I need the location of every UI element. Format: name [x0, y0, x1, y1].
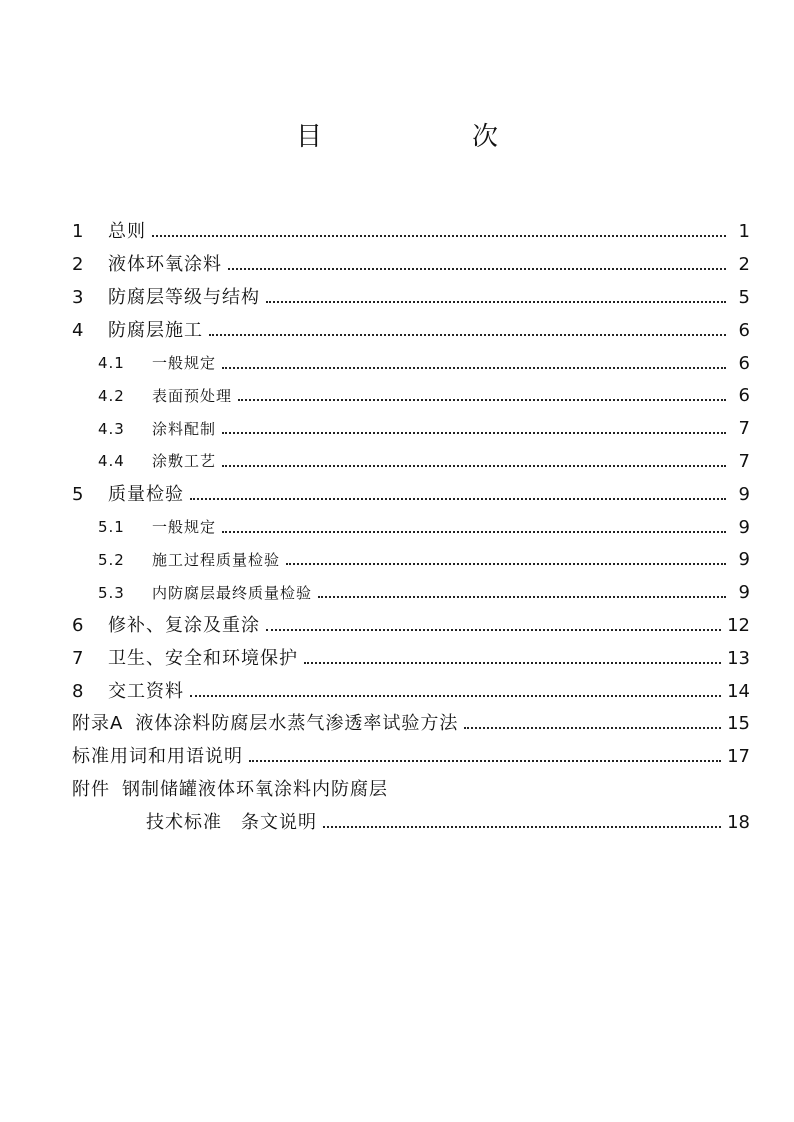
toc-label: 一般规定 [152, 354, 217, 373]
toc-label: 质量检验 [108, 483, 184, 505]
toc-leader [209, 332, 726, 336]
toc-page: 14 [727, 680, 750, 702]
toc-page: 6 [738, 352, 750, 374]
toc-label: 钢制储罐液体环氧涂料内防腐层 [122, 778, 388, 800]
toc-number: 4.3 [98, 419, 125, 438]
toc-leader [222, 463, 726, 467]
toc-label: 施工过程质量检验 [152, 550, 281, 569]
toc-entry[interactable] [72, 675, 750, 708]
toc-page: 12 [727, 614, 750, 636]
toc-number: 4.2 [98, 386, 125, 405]
toc-label: 修补、复涂及重涂 [108, 614, 260, 636]
toc-label: 技术标准 条文说明 [146, 811, 317, 833]
toc-entry[interactable] [72, 249, 750, 282]
toc-label: 防腐层等级与结构 [108, 286, 260, 308]
toc-page: 9 [738, 483, 750, 505]
toc-label: 涂敷工艺 [152, 452, 217, 471]
toc-leader [222, 365, 726, 369]
toc-leader [464, 725, 721, 729]
toc-entry[interactable] [72, 314, 750, 347]
toc-label: 液体环氧涂料 [108, 254, 222, 276]
toc-leader [323, 824, 721, 828]
toc-label: 一般规定 [152, 518, 217, 537]
toc-number: 4.4 [98, 452, 125, 471]
toc-number: 4.1 [98, 354, 125, 373]
toc-page: 7 [738, 450, 750, 472]
toc-appendix-entry[interactable] [72, 708, 750, 741]
toc-leader [266, 299, 726, 303]
toc-number: 3 [72, 286, 84, 308]
toc-number: 6 [72, 614, 84, 636]
toc-label: 涂料配制 [152, 419, 217, 438]
toc-number: 5.2 [98, 550, 125, 569]
toc-subentry[interactable] [72, 380, 750, 413]
toc-label: 内防腐层最终质量检验 [152, 583, 313, 602]
toc-number: 8 [72, 680, 84, 702]
toc-page: 9 [738, 582, 750, 604]
toc-leader [318, 594, 726, 598]
toc-page: 18 [727, 811, 750, 833]
page-title: 目 次 [295, 122, 560, 152]
toc-subentry[interactable] [72, 446, 750, 479]
toc-page: 9 [738, 516, 750, 538]
toc-leader [222, 529, 726, 533]
toc-label: 卫生、安全和环境保护 [108, 647, 298, 669]
toc-number: 5.3 [98, 583, 125, 602]
toc-leader [228, 266, 726, 270]
toc-entry[interactable] [72, 642, 750, 675]
toc-attachment-continuation[interactable] [72, 806, 750, 839]
toc-subentry[interactable] [72, 347, 750, 380]
toc-entry[interactable] [72, 478, 750, 511]
toc-label: 液体涂料防腐层水蒸气渗透率试验方法 [135, 713, 459, 735]
toc-page: 17 [727, 746, 750, 768]
toc-subentry[interactable] [72, 544, 750, 577]
toc-subentry[interactable] [72, 577, 750, 610]
toc-leader [286, 561, 726, 565]
toc-number: 7 [72, 647, 84, 669]
toc-subentry[interactable] [72, 511, 750, 544]
toc-subentry[interactable] [72, 413, 750, 446]
toc-number: 1 [72, 221, 84, 243]
toc-page: 7 [738, 418, 750, 440]
toc-entry[interactable] [72, 610, 750, 643]
toc-label: 标准用词和用语说明 [72, 746, 243, 768]
toc-page: 9 [738, 549, 750, 571]
toc-leader [190, 693, 721, 697]
toc-attachment-entry[interactable] [72, 774, 750, 807]
toc-entry[interactable] [72, 741, 750, 774]
toc-page: 13 [727, 647, 750, 669]
toc-leader [190, 496, 726, 500]
toc-label: 总则 [108, 221, 146, 243]
toc-leader [266, 627, 721, 631]
toc-page: 6 [738, 385, 750, 407]
toc-number: 4 [72, 319, 84, 341]
toc-number: 2 [72, 254, 84, 276]
toc-prefix: 附件 [72, 778, 110, 800]
toc-leader [304, 660, 721, 664]
toc-leader [152, 233, 726, 237]
toc-page: 5 [738, 286, 750, 308]
toc-page: 6 [738, 319, 750, 341]
toc-page: 15 [727, 713, 750, 735]
table-of-contents [72, 216, 750, 839]
toc-prefix: 附录A [72, 713, 124, 735]
toc-entry[interactable] [72, 282, 750, 315]
toc-number: 5 [72, 483, 84, 505]
toc-page: 1 [738, 221, 750, 243]
toc-page: 2 [738, 254, 750, 276]
toc-leader [249, 758, 721, 762]
toc-leader [238, 397, 726, 401]
toc-leader [222, 430, 726, 434]
toc-label: 交工资料 [108, 680, 184, 702]
toc-entry[interactable] [72, 216, 750, 249]
toc-label: 表面预处理 [152, 386, 233, 405]
toc-label: 防腐层施工 [108, 319, 203, 341]
toc-number: 5.1 [98, 518, 125, 537]
